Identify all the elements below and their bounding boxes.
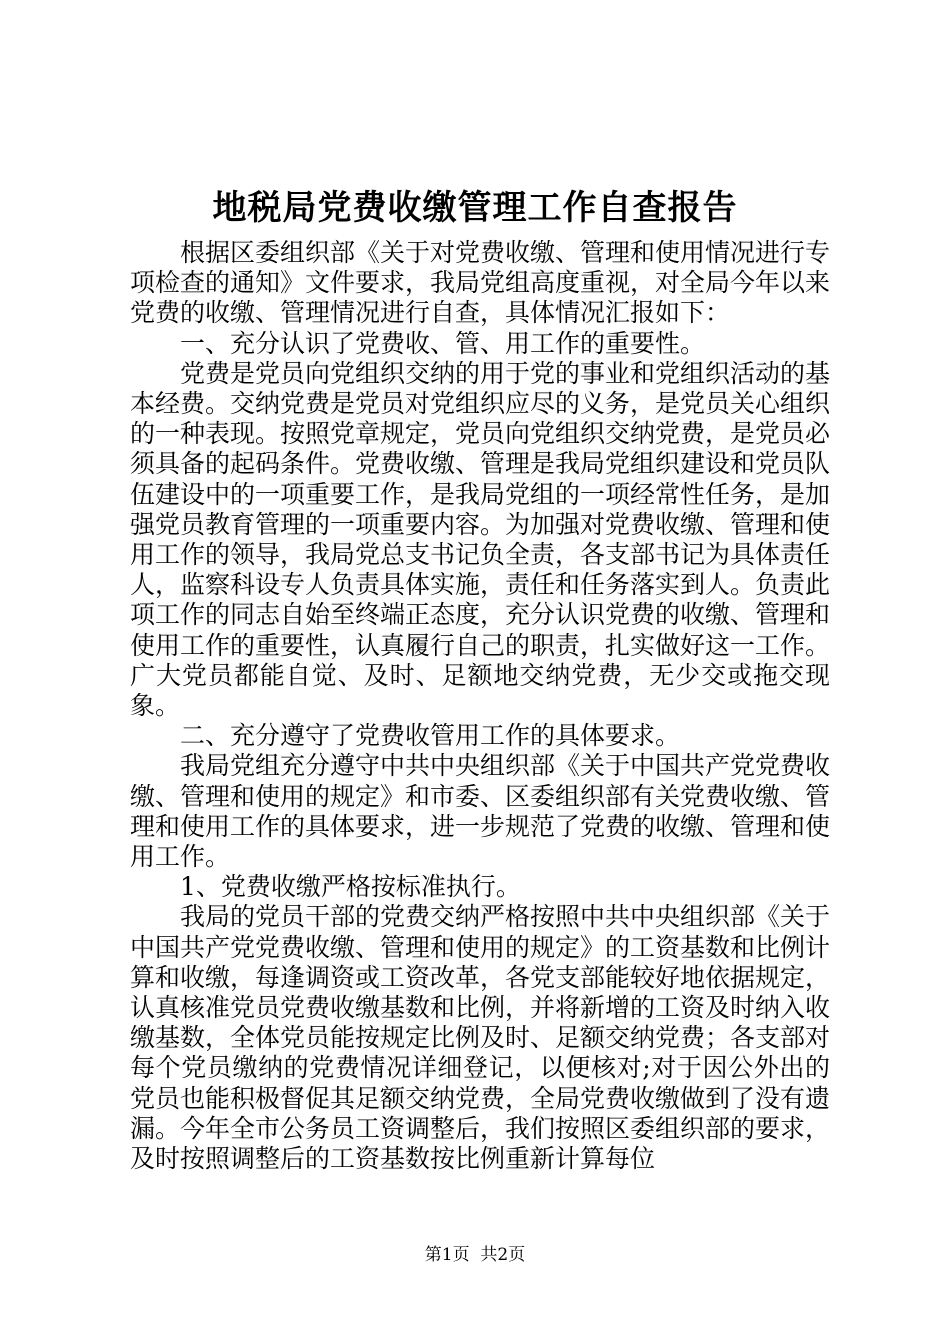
document-body: [130, 238, 830, 1174]
page-footer: [0, 1244, 950, 1266]
paragraph-section-2: 我局党组充分遵守中共中央组织部《关于中国共产党党费收缴、管理和使用的规定》和市委、区委组织部有关党费收缴、管理和使用工作的具体要求，进一步规范了党费的收缴、管理和使用工作。: [130, 751, 831, 872]
page-total: 共2页: [480, 1245, 526, 1265]
paragraph-subsection-1: 我局的党员干部的党费交纳严格按照中共中央组织部《关于中国共产党党费收缴、管理和使用的规定》的工资基数和比例计算和收缴，每逢调资或工资改革，各党支部能较好地依据规定，认真核准党员党费收缴基数和比例，并将新增的工资及时纳入收缴基数，全体党员能按规定比例及时、足额交纳党费；各支部对每个党员缴纳的党费情况详细登记，以便核对;对于因公外出的党员也能积极督促其足额交纳党费，全局党费收缴做到了没有遗漏。今年全市公务员工资调整后，我们按照区委组织部的要求，及时按照调整后的工资基数按比例重新计算每位: [130, 902, 831, 1174]
section-heading-2: 二、充分遵守了党费收管用工作的具体要求。: [180, 721, 681, 751]
paragraph-section-1: 党费是党员向党组织交纳的用于党的事业和党组织活动的基本经费。交纳党费是党员对党组织应尽的义务，是党员关心组织的一种表现。按照党章规定，党员向党组织交纳党费，是党员必须具备的起码条件。党费收缴、管理是我局党组织建设和党员队伍建设中的一项重要工作，是我局党组的一项经常性任务，是加强党员教育管理的一项重要内容。为加强对党费收缴、管理和使用工作的领导，我局党总支书记负全责，各支部书记为具体责任人，监察科设专人负责具体实施，责任和任务落实到人。负责此项工作的同志自始至终端正态度，充分认识党费的收缴、管理和使用工作的重要性，认真履行自己的职责，扎实做好这一工作。广大党员都能自觉、及时、足额地交纳党费，无少交或拖交现象。: [130, 358, 831, 721]
footer-spacer: [470, 1245, 481, 1265]
subsection-heading-1: 1、党费收缴严格按标准执行。: [180, 872, 521, 902]
page-number: 第1页: [424, 1245, 470, 1265]
document-title: 地税局党费收缴管理工作自查报告: [212, 188, 738, 228]
paragraph-intro: 根据区委组织部《关于对党费收缴、管理和使用情况进行专项检查的通知》文件要求，我局党组高度重视，对全局今年以来党费的收缴、管理情况进行自查，具体情况汇报如下：: [130, 238, 831, 328]
section-heading-1: 一、充分认识了党费收、管、用工作的重要性。: [180, 328, 706, 358]
